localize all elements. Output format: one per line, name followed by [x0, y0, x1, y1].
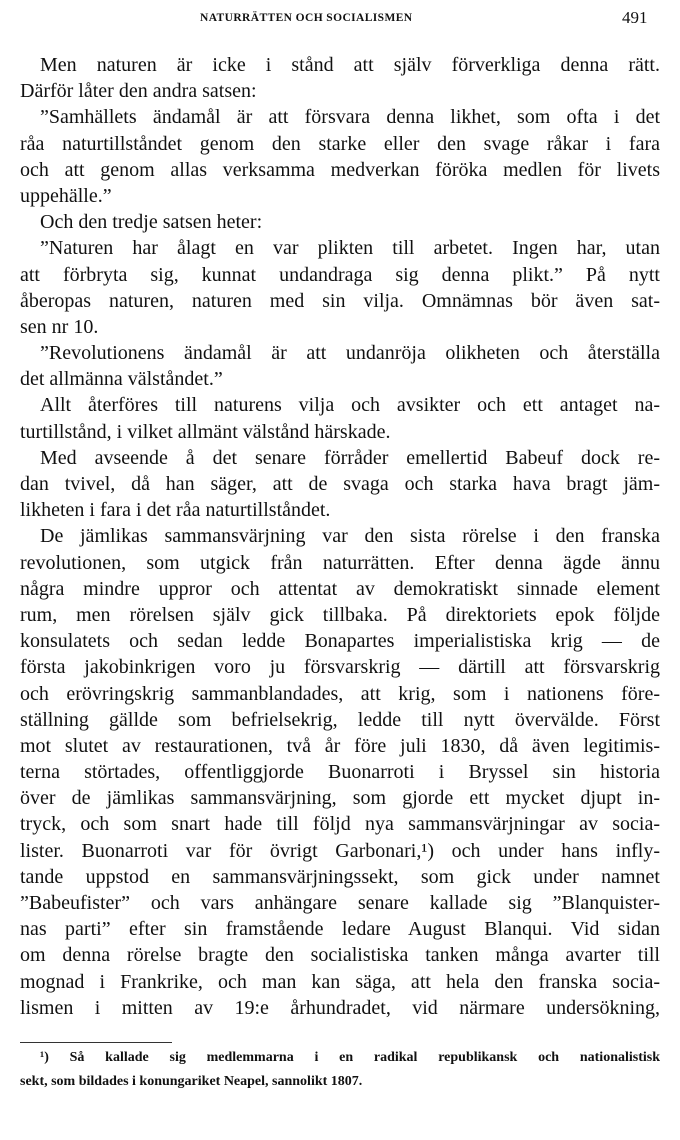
- text-line: nas parti” efter sin framstående ledare August Blanqui. Vid sidan: [20, 918, 660, 941]
- footnote-line: ¹) Så kallade sig medlemmarna i en radikal republikansk och nationalistisk: [40, 1050, 660, 1065]
- text-line: Allt återföres till naturens vilja och avsikter och ett antaget na-: [40, 394, 660, 417]
- text-line: lismen i mitten av 19:e århundradet, vid närmare undersökning,: [20, 996, 660, 1019]
- text-line: några mindre uppror och attentat av demokratiskt sinnade element: [20, 577, 660, 600]
- text-line: lister. Buonarroti var för övrigt Garbonari,¹) och under hans infly-: [20, 839, 660, 862]
- text-line: terna störtades, offentliggjorde Buonarroti i Bryssel sin historia: [20, 761, 660, 784]
- text-line: över de jämlikas sammansvärjning, som gjorde ett mycket djupt in-: [20, 787, 660, 810]
- text-line: Med avseende å det senare förråder emellertid Babeuf dock re-: [40, 446, 660, 469]
- text-line: ”Naturen har ålagt en var plikten till arbetet. Ingen har, utan: [40, 237, 660, 260]
- text-line: revolutionen, som utgick från naturrätten. Efter denna ägde ännu: [20, 551, 660, 574]
- footnote-line: sekt, som bildades i konungariket Neapel, sannolikt 1807.: [20, 1074, 363, 1089]
- text-line: De jämlikas sammansvärjning var den sista rörelse i den franska: [40, 525, 660, 548]
- text-line: turtillstånd, i vilket allmänt välstånd härskade.: [20, 420, 391, 443]
- text-line: och att genom allas verksamma medverkan föröka medlen för livets: [20, 158, 660, 181]
- text-line: råa naturtillståndet genom den starke eller den svage råkar i fara: [20, 132, 660, 155]
- text-line: åberopas naturen, naturen med sin vilja. Omnämnas bör även sat-: [20, 289, 660, 312]
- text-line: ”Samhällets ändamål är att försvara denna likhet, som ofta i det: [40, 106, 660, 129]
- text-line: Men naturen är icke i stånd att själv förverkliga denna rätt.: [40, 54, 660, 76]
- text-line: ställning gällde som befrielsekrig, ledde till nytt övervälde. Först: [20, 708, 660, 731]
- page-number: 491: [622, 8, 648, 27]
- text-line: mot slutet av restaurationen, två år före juli 1830, då även legitimis-: [20, 734, 660, 757]
- text-line: ”Revolutionens ändamål är att undanröja olikheten och återställa: [40, 342, 660, 365]
- text-line: dan tvivel, då han säger, att de svaga och starka hava bragt jäm-: [20, 473, 660, 495]
- text-line: första jakobinkrigen voro ju försvarskrig — därtill att försvarskrig: [20, 656, 660, 679]
- text-line: det allmänna välståndet.”: [20, 368, 223, 391]
- footnotes: [20, 1046, 660, 1094]
- text-line: rum, men rörelsen själv gick tillbaka. På direktoriets epok följde: [20, 603, 660, 626]
- text-line: tryck, och som snart hade till följd nya sammansvärjningar av socia-: [20, 813, 660, 836]
- text-line: konsulatets och sedan ledde Bonapartes imperialistiska krig — de: [20, 630, 660, 653]
- body-text: [20, 52, 660, 1021]
- text-line: att förbryta sig, kunnat undandraga sig denna plikt.” På nytt: [20, 263, 660, 286]
- text-line: om denna rörelse bragte den socialistiska tanken många avarter till: [20, 944, 660, 967]
- text-line: likheten i fara i det råa naturtillståndet.: [20, 499, 331, 522]
- text-line: mognad i Frankrike, och man kan säga, att hela den franska socia-: [20, 970, 660, 993]
- text-line: ”Babeufister” och vars anhängare senare kallade sig ”Blanquister-: [20, 892, 660, 914]
- text-line: Därför låter den andra satsen:: [20, 80, 257, 103]
- text-line: uppehälle.”: [20, 184, 112, 207]
- text-line: och erövringskrig sammanblandades, att krig, som i nationens före-: [20, 682, 660, 705]
- text-line: sen nr 10.: [20, 315, 99, 338]
- footnote-divider: [20, 1042, 172, 1043]
- text-line: tande uppstod en sammansvärjningssekt, som gick under namnet: [20, 865, 660, 888]
- text-line: Och den tredje satsen heter:: [40, 211, 263, 234]
- running-head: NATURRÄTTEN OCH SOCIALISMEN: [200, 12, 413, 24]
